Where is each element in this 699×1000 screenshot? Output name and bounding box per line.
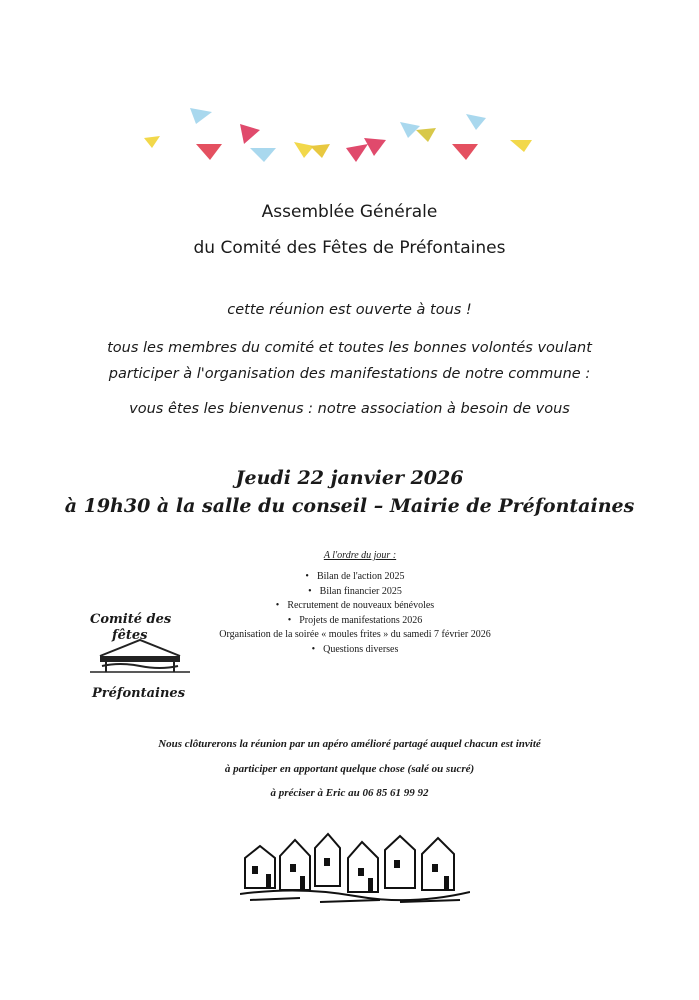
intro-line-2: tous les membres du comité et toutes les bonnes volontés voulant: [107, 340, 592, 356]
bunting-garland-illustration: [130, 100, 550, 170]
agenda-item: Organisation de la soirée « moules frites » du samedi 7 février 2026: [219, 629, 491, 640]
bullet-icon: •: [275, 600, 280, 611]
meeting-date: Jeudi 22 janvier 2026: [235, 467, 464, 489]
flag-yellow: [144, 136, 160, 148]
agenda-item: • Questions diverses: [190, 643, 520, 658]
logo-text-2: fêtes: [112, 628, 148, 643]
village-sketch-illustration: [240, 828, 470, 906]
meeting-place: à 19h30 à la salle du conseil – Mairie de Préfontaines: [64, 495, 635, 517]
flag-yellow: [510, 140, 532, 152]
flag-red: [196, 144, 222, 160]
intro-line-3: participer à l'organisation des manifestations de notre commune :: [108, 366, 591, 382]
title-line-1: Assemblée Générale: [261, 202, 438, 222]
agenda-item: • Projets de manifestations 2026: [190, 614, 520, 629]
flag-lightblue: [466, 114, 486, 130]
flag-olive: [416, 128, 436, 142]
flag-lightblue: [190, 108, 212, 124]
title-line-2: du Comité des Fêtes de Préfontaines: [193, 238, 506, 258]
flag-red: [452, 144, 478, 160]
closing-line-3: à préciser à Eric au 06 85 61 99 92: [270, 787, 429, 799]
flag-yellow: [310, 144, 330, 158]
closing-line-2: à participer en apportant quelque chose (salé ou sucré): [224, 763, 475, 775]
closing-line-1: Nous clôturerons la réunion par un apéro amélioré partagé auquel chacun est invité: [158, 738, 541, 750]
agenda-item: • Bilan de l'action 2025: [190, 570, 520, 585]
bullet-icon: •: [287, 614, 292, 626]
flag-pink: [240, 124, 260, 144]
bullet-icon: •: [305, 571, 309, 582]
intro-line-4: vous êtes les bienvenus : notre association à besoin de vous: [129, 401, 570, 417]
flag-lightblue: [250, 148, 276, 162]
flag-red: [346, 144, 368, 162]
agenda-item: • Recrutement de nouveaux bénévoles: [190, 599, 520, 614]
flag-pink: [364, 138, 386, 156]
agenda-item: • Bilan financier 2025: [190, 585, 520, 600]
flag-yellow: [294, 142, 314, 158]
logo-text-3: Préfontaines: [92, 686, 186, 701]
intro-line-1: cette réunion est ouverte à tous !: [227, 302, 472, 318]
bullet-icon: •: [311, 643, 316, 655]
bullet-icon: •: [308, 585, 312, 597]
logo-text-1: Comité des: [90, 612, 172, 627]
agenda-title: A l'ordre du jour :: [323, 550, 397, 561]
agenda-list: [190, 570, 520, 657]
